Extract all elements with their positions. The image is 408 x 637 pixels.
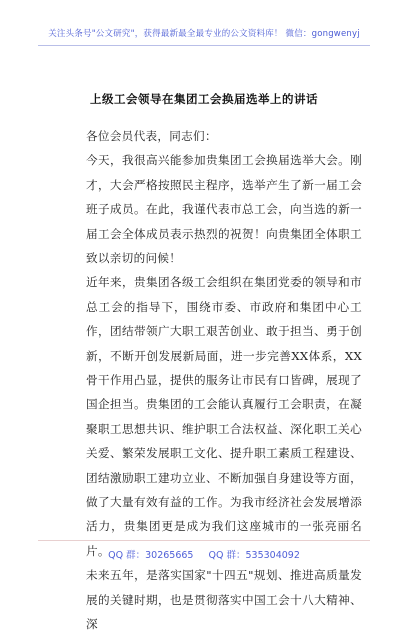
document-title: 上级工会领导在集团工会换届选举上的讲话 (90, 92, 318, 106)
footer (0, 547, 408, 561)
header-divider (38, 45, 370, 46)
footer-qq-group-1: QQ 群：30265665 (108, 550, 194, 561)
footer-divider (38, 540, 370, 541)
footer-qq-group-2: QQ 群：535304092 (208, 550, 300, 561)
header-banner: 关注头条号"公文研究"，获得最新最全最专业的公文资料库！ 微信：gongwenyj (48, 29, 360, 39)
salutation: 各位会员代表，同志们： (86, 129, 217, 143)
paragraph: 未来五年，是落实国家"十四五"规划、推进高质量发展的关键时期，也是贯彻落实中国工会十八大精神、深 (86, 568, 362, 632)
paragraph: 今天，我很高兴能参加贵集团工会换届选举大会。刚才，大会严格按照民主程序，选举产生了新一届工会班子成员。在此，我谨代表市总工会，向当选的新一届工会全体成员表示热烈的祝贺！向贵集团全体职工致以亲切的问候！ (86, 153, 362, 266)
paragraph: 近年来，贵集团各级工会组织在集团党委的领导和市总工会的指导下，围绕市委、市政府和集团中心工作，团结带领广大职工艰苦创业、敢于担当、勇于创新，不断开创发展新局面，进一步完善XX体系，XX骨干作用凸显，提供的服务让市民有口皆碑，展现了国企担当。贵集团的工会能认真履行工会职责，在凝聚职工思想共识、维护职工合法权益、深化职工关心关爱、繁荣发展职工文化、提升职工素质工程建设、团结激励职工建功立业、不断加强自身建设等方面，做了大量有效有益的工作。为我市经济社会发展增添活力，贵集团更是成为我们这座城市的一张亮丽名片。 (86, 275, 362, 558)
